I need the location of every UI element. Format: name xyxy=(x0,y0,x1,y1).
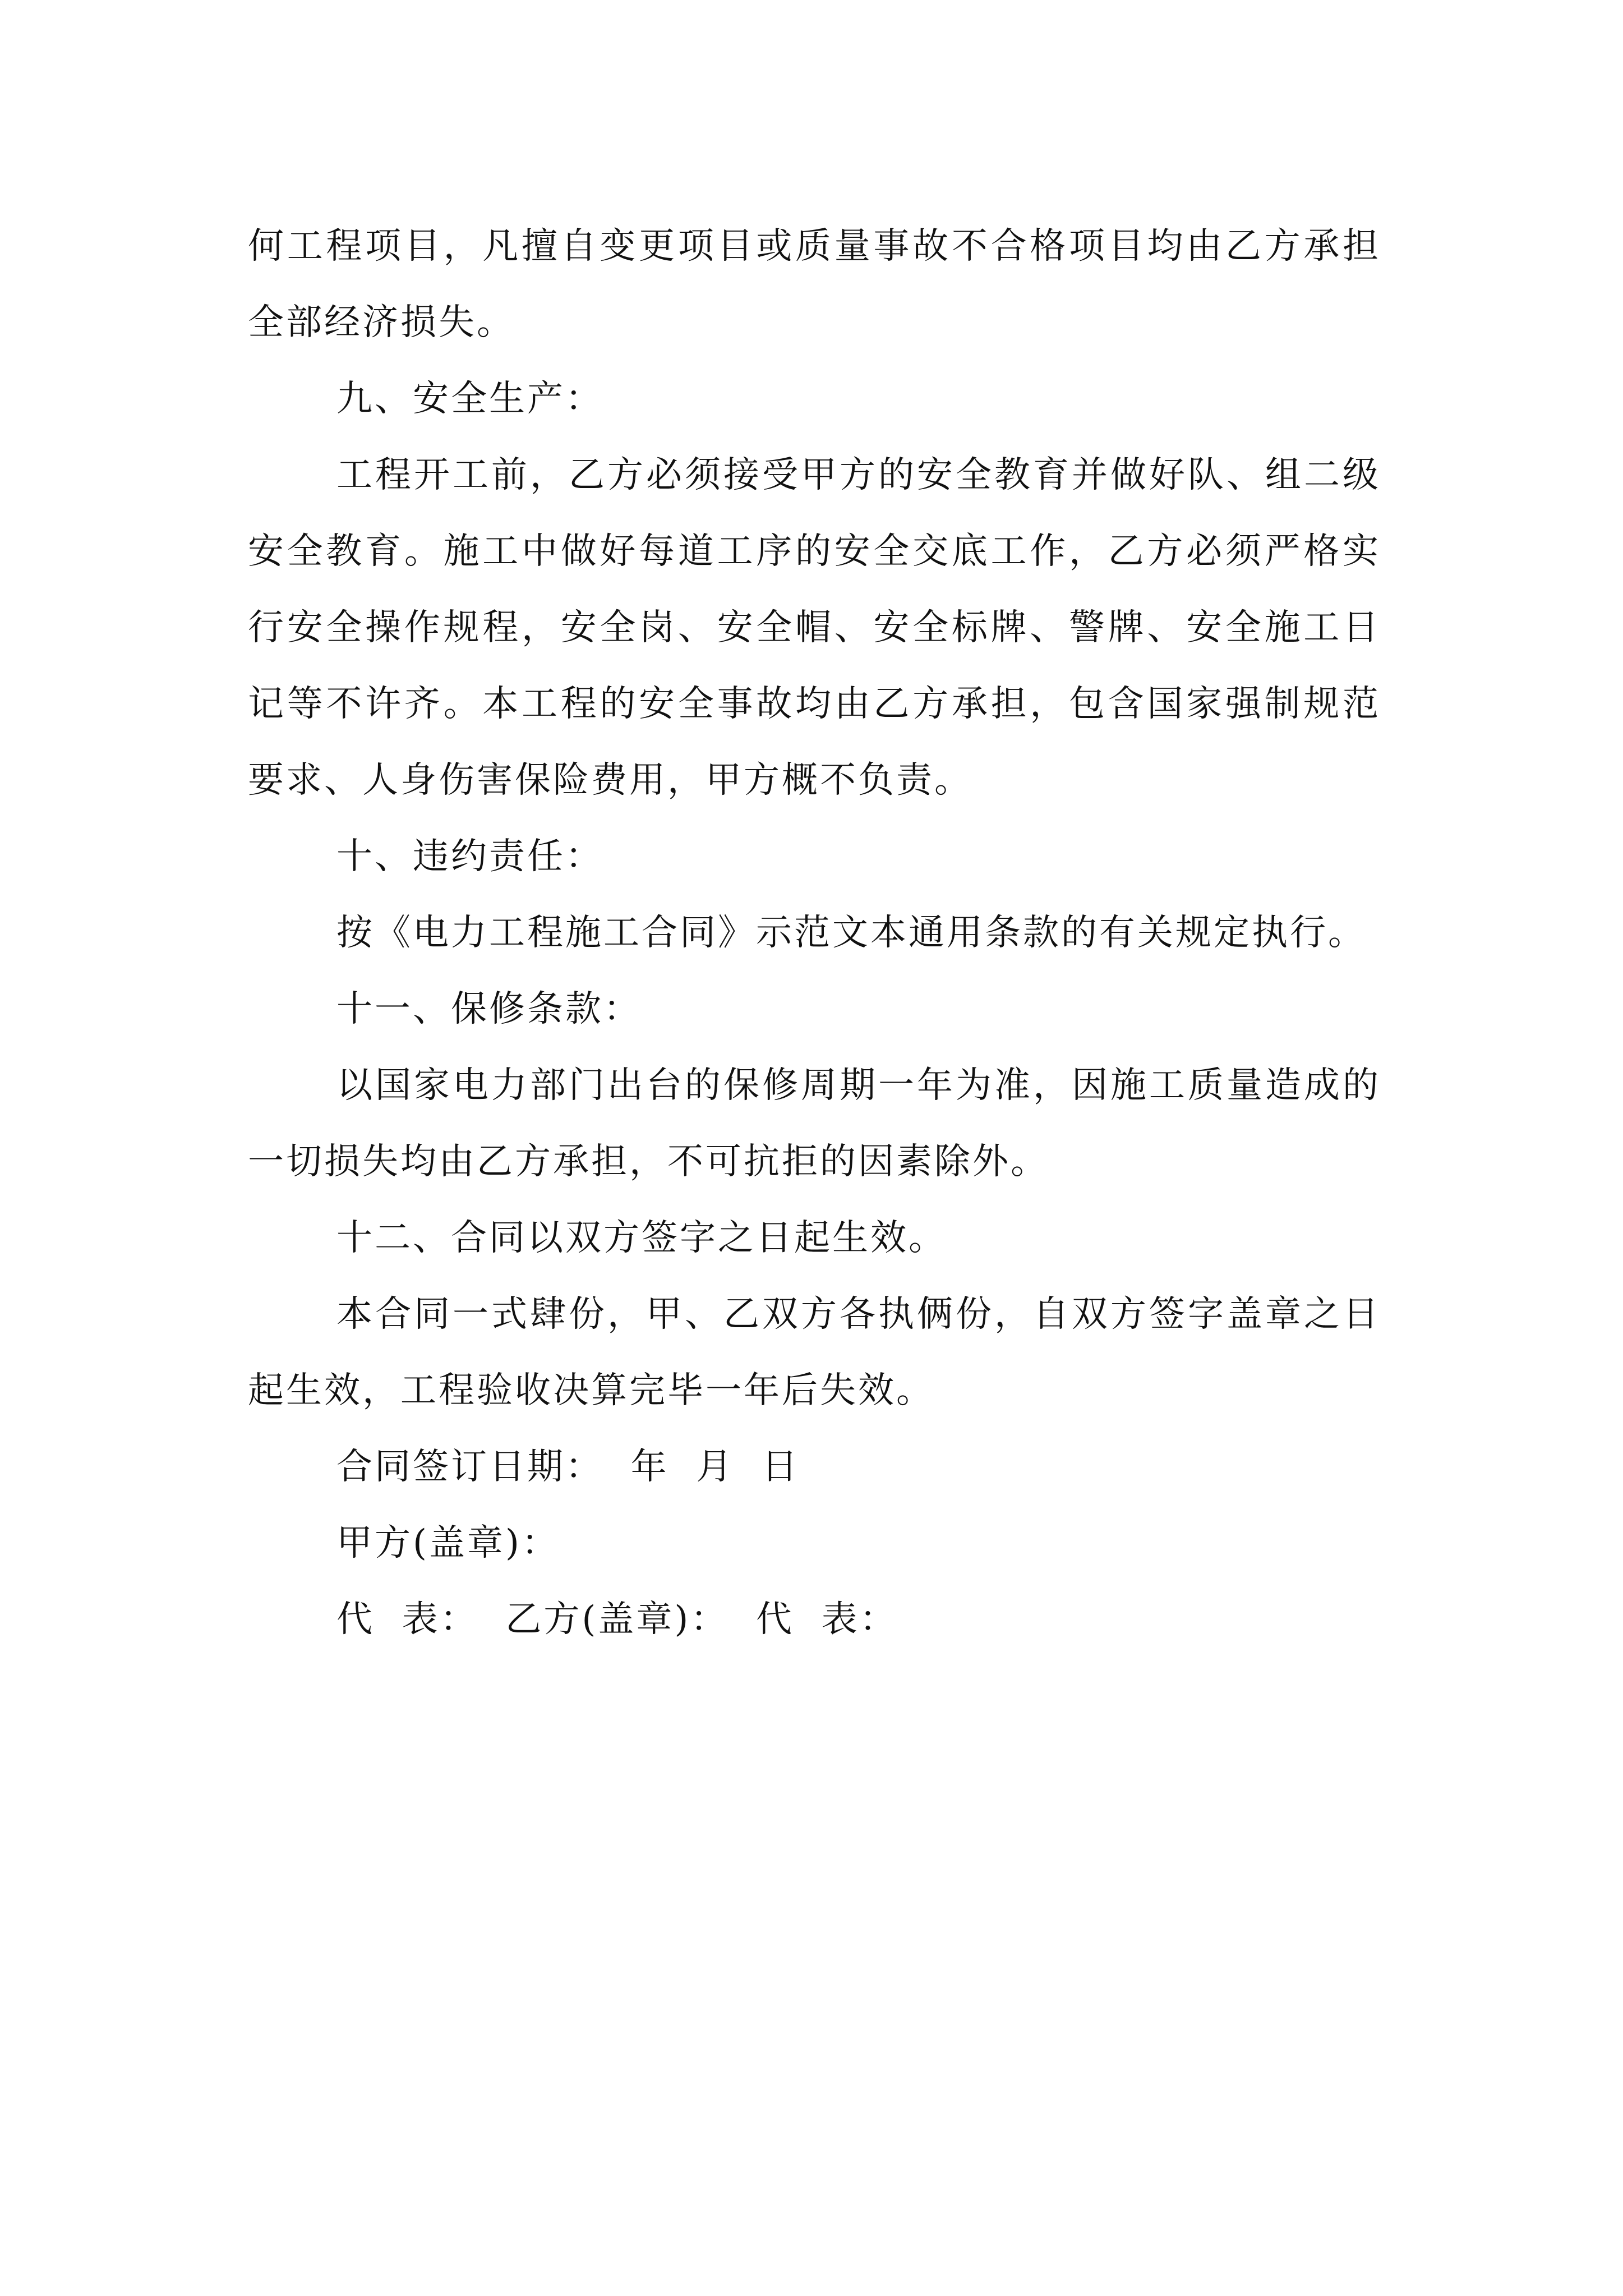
paragraph-liability: 按《电力工程施工合同》示范文本通用条款的有关规定执行。 xyxy=(336,912,1366,954)
section-heading-effective: 十二、合同以双方签字之日起生效。 xyxy=(336,1217,947,1259)
paragraph-warranty: 以国家电力部门出台的保修周期一年为准，因施工质量造成的一切损失均由乙方承担，不可抗拒的因素除外。 xyxy=(248,1065,1381,1182)
signing-date-line: 合同签订日期： 年 月 日 xyxy=(336,1446,800,1488)
representatives-line: 代 表： 乙方(盖章)： 代 表： xyxy=(336,1599,898,1640)
section-heading-liability: 十、违约责任： xyxy=(336,836,603,877)
party-a-seal-line: 甲方(盖章)： xyxy=(336,1522,560,1564)
paragraph-copies: 本合同一式肆份，甲、乙双方各执俩份，自双方签字盖章之日起生效，工程验收决算完毕一年后失效。 xyxy=(248,1294,1381,1411)
paragraph-continuation: 何工程项目，凡擅自变更项目或质量事故不合格项目均由乙方承担全部经济损失。 xyxy=(248,226,1381,343)
paragraph-safety: 工程开工前，乙方必须接受甲方的安全教育并做好队、组二级安全教育。施工中做好每道工序的安全交底工作，乙方必须严格实行安全操作规程，安全岗、安全帽、安全标牌、警牌、安全施工日记等不许齐。本工程的安全事故均由乙方承担，包含国家强制规范要求、人身伤害保险费用，甲方概不负责。 xyxy=(248,454,1381,801)
section-heading-warranty: 十一、保修条款： xyxy=(336,988,642,1030)
section-heading-safety: 九、安全生产： xyxy=(336,378,603,420)
contract-text xyxy=(248,208,1381,1658)
